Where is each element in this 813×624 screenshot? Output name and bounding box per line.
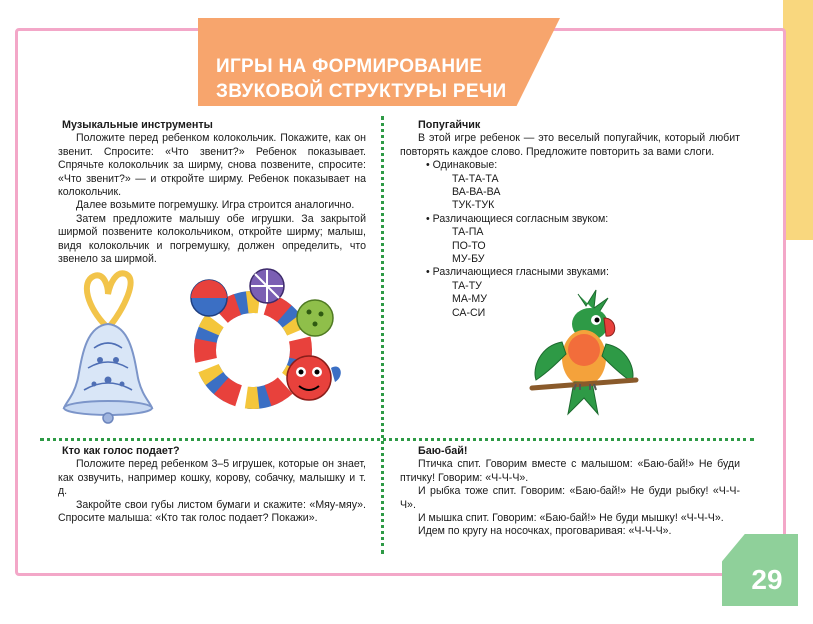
section-lullaby (400, 445, 740, 539)
syllable: ПО-ТО (452, 239, 486, 252)
section-heading: Баю-бай! (418, 445, 468, 457)
page-title (216, 54, 536, 104)
paragraph: Закройте свои губы листом бумаги и скажите: «Мяу-мяу». Спросите малыша: «Кто так голос подает? Покажи». (58, 498, 366, 525)
syllable: ВА-ВА-ВА (452, 186, 501, 199)
paragraph: Идем по кругу на носочках, проговаривая: «Ч-Ч-Ч». (418, 525, 672, 538)
syllable: СА-СИ (452, 306, 486, 319)
paragraph: Затем предложите малышу обе игрушки. За закрытой ширмой позвените колокольчиком, откройте ширму; малыш, видя колокольчик и погремушку, должен определить, что звенело за ширмой. (58, 212, 366, 266)
syllable: ТА-ТА-ТА (452, 172, 499, 185)
paragraph: В этой игре ребенок — это веселый попугайчик, который любит повторять каждое слово. Предложите повторить за вами слоги. (400, 132, 740, 158)
section-voices (58, 445, 366, 525)
horizontal-divider (40, 438, 754, 441)
bullet-label: • Различающиеся гласными звуками: (426, 266, 609, 279)
section-instruments (58, 119, 366, 266)
syllable: МУ-БУ (452, 253, 485, 266)
parrot-illustration (528, 288, 640, 418)
paragraph: И рыбка тоже спит. Говорим: «Баю-бай!» Не буди рыбку! «Ч-Ч-Ч». (400, 485, 740, 511)
title-line-2: ЗВУКОВОЙ СТРУКТУРЫ РЕЧИ (216, 81, 507, 102)
paragraph: Птичка спит. Говорим вместе с малышом: «Баю-бай!» Не буди птичку! Говорим: «Ч-Ч-Ч». (400, 458, 740, 484)
corner-decoration (783, 0, 813, 240)
rattle-illustration (175, 264, 355, 414)
section-heading: Попугайчик (418, 119, 481, 131)
syllable: ТА-ТУ (452, 279, 482, 292)
paragraph: И мышка спит. Говорим: «Баю-бай!» Не буди мышку! «Ч-Ч-Ч». (418, 512, 724, 525)
bullet-label: • Одинаковые: (426, 159, 498, 172)
paragraph: Положите перед ребенком 3–5 игрушек, которые он знает, как озвучить, например кошку, корову, собачку, малышку и т. д. (58, 458, 366, 498)
paragraph: Положите перед ребенком колокольчик. Покажите, как он звенит. Спросите: «Что звенит?» Ребенок показывает. Спрячьте колокольчик за ширму, снова позвените, спросите: «Что звенит?» — и откройте ширму. Ребенок показывает на колокольчик. (58, 132, 366, 199)
section-heading: Кто как голос подает? (62, 445, 180, 457)
title-line-1: ИГРЫ НА ФОРМИРОВАНИЕ (216, 56, 483, 77)
page-number: 29 (751, 564, 783, 595)
section-heading: Музыкальные инструменты (62, 119, 213, 131)
bell-illustration (58, 268, 158, 428)
vertical-divider (381, 116, 384, 554)
syllable: ТУК-ТУК (452, 199, 495, 212)
syllable: ТА-ПА (452, 226, 484, 239)
syllable: МА-МУ (452, 293, 487, 306)
paragraph: Далее возьмите погремушку. Игра строится аналогично. (76, 199, 355, 212)
bullet-label: • Различающиеся согласным звуком: (426, 212, 609, 225)
